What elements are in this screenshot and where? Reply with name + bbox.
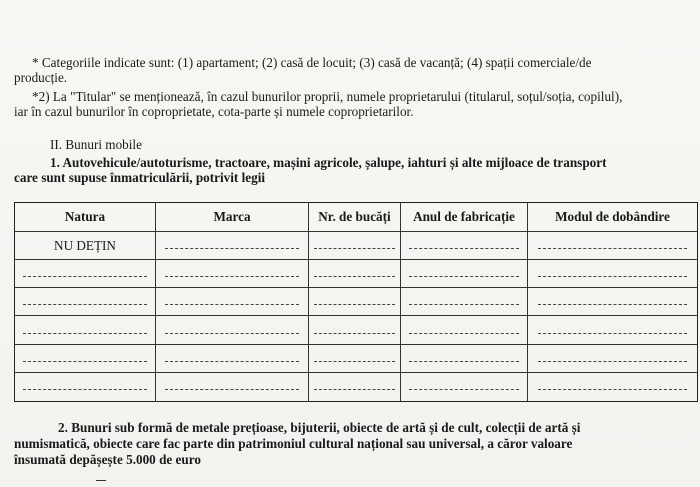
note-categories-line1: * Categoriile indicate sunt: (1) apartament; (2) casă de locuit; (3) casă de vacanță; (4) spații comerciale/de [32,55,592,70]
empty-dashed-line [314,333,394,334]
section-title: II. Bunuri mobile [50,137,142,152]
empty-dashed-line [538,304,687,305]
section2-line1: 2. Bunuri sub formă de metale prețioase, bijuterii, obiecte de artă și de cult, colecții de artă și [58,420,581,435]
empty-dashed-line [23,333,146,334]
table-cell [528,260,697,288]
empty-dashed-line [409,276,520,277]
section2-line3: însumată depășește 5.000 de euro [14,452,201,467]
section-subtitle-line2: care sunt supuse înmatriculării, potrivit legii [14,170,266,185]
table-cell [309,316,401,344]
table-cell [528,316,697,344]
empty-dashed-line [409,389,520,390]
table-cell [15,373,156,401]
page-mark [96,480,106,485]
section2-line2: numismatică, obiecte care fac parte din patrimoniul cultural național sau universal, a căror valoare [14,436,573,451]
table-cell [15,260,156,288]
empty-dashed-line [165,248,299,249]
table-cell [156,345,309,373]
table-header-cell: Modul de dobândire [528,203,697,232]
table-cell [309,373,401,401]
table-cell [309,345,401,373]
empty-dashed-line [409,304,520,305]
table-header-cell: Anul de fabricație [401,203,528,232]
note-titular-line2: iar în cazul bunurilor în coproprietate, cota-parte și numele coproprietarilor. [14,104,414,119]
empty-dashed-line [314,389,394,390]
empty-dashed-line [23,276,146,277]
empty-dashed-line [165,304,299,305]
empty-dashed-line [538,248,687,249]
table-cell [156,373,309,401]
empty-dashed-line [23,304,146,305]
empty-dashed-line [409,248,520,249]
table-header-cell: Natura [15,203,156,232]
empty-dashed-line [409,361,520,362]
table-cell [309,288,401,316]
empty-dashed-line [23,389,146,390]
empty-dashed-line [165,361,299,362]
table-cell [401,373,528,401]
empty-dashed-line [23,361,146,362]
table-cell [528,232,697,260]
table-cell [528,345,697,373]
empty-dashed-line [314,304,394,305]
table-cell [401,260,528,288]
table-cell [156,260,309,288]
table-header-cell: Nr. de bucăți [309,203,401,232]
table-cell [401,232,528,260]
table-cell [15,345,156,373]
empty-dashed-line [538,333,687,334]
note-titular-line1: *2) La "Titular" se menționează, în cazul bunurilor proprii, numele proprietarului (titularul, soțul/soția, copilul), [32,89,623,104]
table-cell [156,288,309,316]
empty-dashed-line [409,333,520,334]
empty-dashed-line [314,361,394,362]
table-cell [15,316,156,344]
table-cell [15,288,156,316]
empty-dashed-line [165,333,299,334]
table-cell-text: NU DEȚIN [54,237,116,253]
table-cell [156,316,309,344]
note-categories-line2: producție. [14,70,68,85]
empty-dashed-line [314,276,394,277]
table-header-cell: Marca [156,203,309,232]
table-cell [309,232,401,260]
table-cell [528,288,697,316]
vehicles-table-grid [15,203,697,401]
empty-dashed-line [165,276,299,277]
table-cell [528,373,697,401]
vehicles-table [14,202,698,402]
table-cell [15,232,156,260]
empty-dashed-line [538,389,687,390]
table-cell [156,232,309,260]
empty-dashed-line [165,389,299,390]
empty-dashed-line [538,276,687,277]
table-cell [309,260,401,288]
table-cell [401,316,528,344]
section-subtitle-line1: 1. Autovehicule/autoturisme, tractoare, mașini agricole, șalupe, iahturi și alte mijloace de transport [50,155,607,170]
table-cell [401,288,528,316]
empty-dashed-line [314,248,394,249]
empty-dashed-line [538,361,687,362]
table-cell [401,345,528,373]
